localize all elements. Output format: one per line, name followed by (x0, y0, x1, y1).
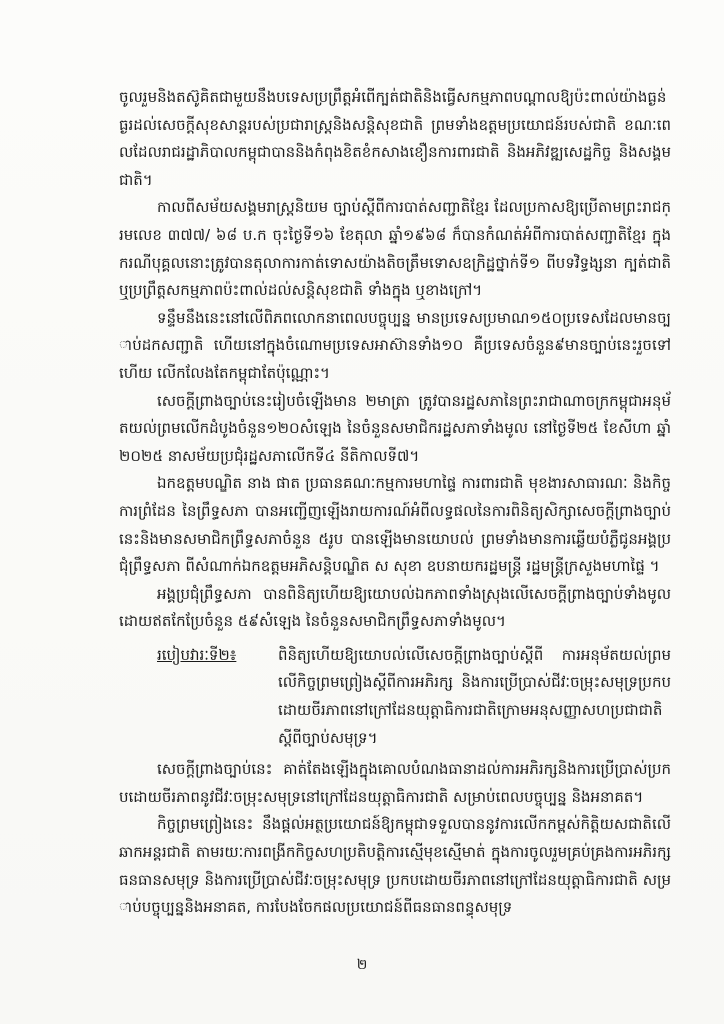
agenda-body: ពិនិត្យហើយឱ្យយោបល់លើសេចក្ដីព្រាងច្បាប់ស្ដីពី ការអនុម័តយល់ព្រមលើកិច្ចព្រមព្រៀងស្ដីពីការអភិរក្ស និងការប្រើប្រាស់ជីវៈចម្រុះសមុទ្រប្រកបដោយចីរភាពនៅក្រៅដែនយុត្តាធិការជាតិក្រោមអនុសញ្ញាសហប្រជាជាតិស្ដីពីច្បាប់សមុទ្រ។ (278, 645, 671, 747)
agenda-item (119, 642, 671, 752)
paragraph-4: សេចក្ដីព្រាងច្បាប់នេះរៀបចំឡើងមាន ២មាត្រា ត្រូវបានរដ្ឋសភានៃព្រះរាជាណាចក្រកម្ពុជាអនុម័តយល់ព្រមលើកដំបូងចំនួន១២០សំឡេង នៃចំនួនសមាជិករដ្ឋសភាទាំងមូល នៅថ្ងៃទី២៥ ខែសីហា ឆ្នាំ២០២៥ នាសម័យប្រជុំរដ្ឋសភាលើកទី៤ នីតិកាលទី៧។ (119, 391, 671, 465)
document-body (119, 84, 671, 922)
paragraph-7: សេចក្ដីព្រាងច្បាប់នេះ គាត់តែងឡើងក្នុងគោលបំណងធានាដល់ការអភិរក្សនិងការប្រើប្រាស់ប្រកបដោយចីរភាពនូវជីវៈចម្រុះសមុទ្រនៅក្រៅដែនយុត្តាធិការជាតិ សម្រាប់ពេលបច្ចុប្បន្ន និងអនាគត។ (119, 760, 671, 806)
paragraph-1: ចូលរួមនិងតស៊ូគិតជាមួយនឹងបទេសប្រព្រឹត្តអំពើក្បត់ជាតិនិងធ្វើសកម្មភាពបណ្ដាលឱ្យប៉ះពាល់យ៉ាងធ្ងន់ធ្ងរដល់សេចក្ដីសុខសាន្តរបស់ប្រជារាស្ត្រនិងសន្តិសុខជាតិ ព្រមទាំងឧត្តមប្រយោជន៍របស់ជាតិ ខណៈពេលដែលរាជរដ្ឋាភិបាលកម្ពុជាបាននិងកំពុងខិតខំកសាងខឿនការពារជាតិ និងអភិវឌ្ឍសេដ្ឋកិច្ច និងសង្គមជាតិ។ (119, 88, 671, 189)
paragraph-5: ឯកឧត្តមបណ្ឌិត នាង ផាត ប្រធានគណៈកម្មការមហាផ្ទៃ ការពារជាតិ មុខងារសាធារណៈ និងកិច្ចការព្រំដែន នៃព្រឹទ្ធសភា បានអញ្ជើញឡើងរាយការណ៍អំពីលទ្ធផលនៃការពិនិត្យសិក្សាសេចក្ដីព្រាងច្បាប់នេះនិងមានសមាជិកព្រឹទ្ធសភាចំនួន ៥រូប បានឡើងមានយោបល់ ព្រមទាំងមានការឆ្លើយបំភ្លឺជូនអង្គប្រជុំព្រឹទ្ធសភា ពីសំណាក់ឯកឧត្តមអភិសន្តិបណ្ឌិត ស សុខា ឧបនាយករដ្ឋមន្ត្រី រដ្ឋមន្ត្រីក្រសួងមហាផ្ទៃ ។ (119, 474, 671, 576)
paragraph-6: អង្គប្រជុំព្រឹទ្ធសភា បានពិនិត្យហើយឱ្យយោបល់ឯកភាពទាំងស្រុងលើសេចក្ដីព្រាងច្បាប់ទាំងមូល ដោយឥតកែប្រែចំនួន ៥៩សំឡេង នៃចំនួនសមាជិកព្រឹទ្ធសភាទាំងមូល។ (119, 584, 671, 631)
paragraph-3: ទន្ទឹមនឹងនេះនៅលើពិភពលោកនាពេលបច្ចុប្បន្ន មានប្រទេសប្រមាណ១៥០ប្រទេសដែលមានច្បាប់ដកសញ្ជាតិ ហើយនៅក្នុងចំណោមប្រទេសអាស៊ានទាំង១០ គឺប្រទេសចំនួន៩មានច្បាប់នេះរួចទៅហើយ លើកលែងតែកម្ពុជាតែប៉ុណ្ណោះ។ (119, 308, 671, 382)
paragraph-2: កាលពីសម័យសង្គមរាស្ត្រនិយម ច្បាប់ស្ដីពីការបាត់សញ្ជាតិខ្មែរ ដែលប្រកាសឱ្យប្រើតាមព្រះរាជក្រមលេខ ៣៧៧/ ៦៨ ប.ក ចុះថ្ងៃទី១៦ ខែតុលា ឆ្នាំ១៩៦៨ ក៏បានកំណត់អំពីការបាត់សញ្ជាតិខ្មែរ ក្នុងករណីបុគ្គលនោះត្រូវបានតុលាការកាត់ទោសយ៉ាងតិចត្រឹមទោសឧក្រិដ្ឋថ្នាក់ទី១ ពីបទវិទ្ធង្សនា ក្បត់ជាតិ ឬប្រព្រឹត្តសកម្មភាពប៉ះពាល់ដល់សន្តិសុខជាតិ ទាំងក្នុង ឬខាងក្រៅ។ (119, 198, 671, 300)
paragraph-8: កិច្ចព្រមព្រៀងនេះ នឹងផ្ដល់អត្ថប្រយោជន៍ឱ្យកម្ពុជាទទួលបាននូវការលើកកម្ពស់កិត្តិយសជាតិលើឆាកអន្តរជាតិ តាមរយៈការពង្រីកកិច្ចសហប្រតិបត្តិការស្មើមុខស្មើមាត់ ក្នុងការចូលរួមគ្រប់គ្រងការអភិរក្សធនធានសមុទ្រ និងការប្រើប្រាស់ជីវៈចម្រុះសមុទ្រ ប្រកបដោយចីរភាពនៅក្រៅដែនយុត្តាធិការជាតិ សម្រាប់បច្ចុប្បន្ននិងអនាគត, ការបែងចែកផលប្រយោជន៍ពីធនធានពន្ធុសមុទ្រ (119, 815, 671, 917)
page-number: ២ (356, 957, 368, 973)
agenda-label: របៀបវារៈទី២៖ (157, 645, 237, 664)
